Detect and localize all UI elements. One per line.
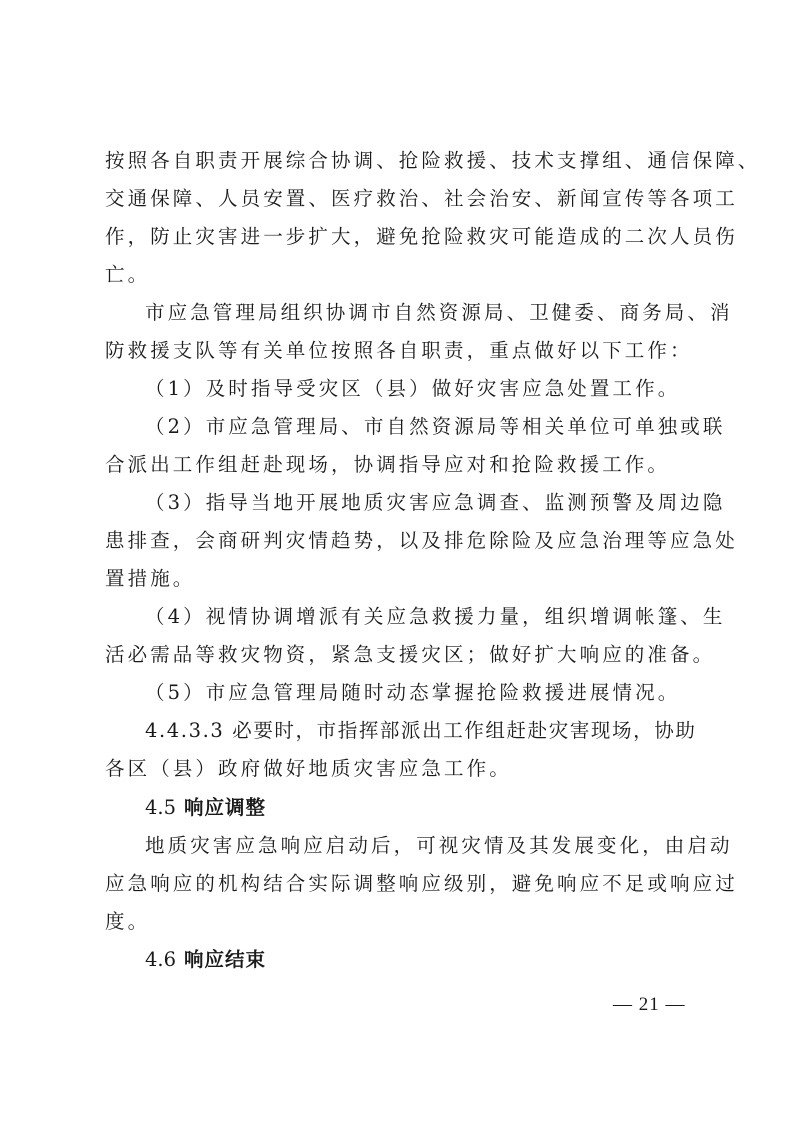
clause-line: 4.4.3.3 必要时，市指挥部派出工作组赶赴灾害现场，协助 bbox=[145, 719, 697, 742]
paragraph-line: 亡。 bbox=[105, 263, 151, 286]
list-item: （1）及时指导受灾区（县）做好灾害应急处置工作。 bbox=[145, 377, 681, 400]
section-number: 4.6 bbox=[145, 948, 177, 971]
paragraph-line: 各区（县）政府做好地质灾害应急工作。 bbox=[105, 757, 512, 780]
paragraph-line: 交通保障、人员安置、医疗救治、社会治安、新闻宣传等各项工 bbox=[105, 187, 738, 210]
paragraph-line: 活必需品等救灾物资，紧急支援灾区；做好扩大响应的准备。 bbox=[105, 643, 716, 666]
paragraph-line: 应急响应的机构结合实际调整响应级别，避免响应不足或响应过 bbox=[105, 872, 738, 895]
paragraph-line: 置措施。 bbox=[105, 567, 196, 590]
paragraph-line: 合派出工作组赶赴现场，协调指导应对和抢险救援工作。 bbox=[105, 453, 671, 476]
paragraph-line: 地质灾害应急响应启动后，可视灾情及其发展变化，由启动 bbox=[145, 834, 733, 857]
paragraph-line: 患排查，会商研判灾情趋势，以及排危除险及应急治理等应急处 bbox=[105, 529, 738, 552]
section-number: 4.5 bbox=[145, 796, 177, 819]
paragraph-line: 按照各自职责开展综合协调、抢险救援、技术支撑组、通信保障、 bbox=[105, 149, 761, 172]
section-heading-4-6 bbox=[145, 948, 695, 972]
paragraph-line: 作，防止灾害进一步扩大，避免抢险救灾可能造成的二次人员伤 bbox=[105, 225, 738, 248]
list-item: （3）指导当地开展地质灾害应急调查、监测预警及周边隐 bbox=[145, 491, 726, 514]
paragraph-line: 防救援支队等有关单位按照各自职责，重点做好以下工作： bbox=[105, 339, 693, 362]
list-item: （4）视情协调增派有关应急救援力量，组织增调帐篷、生 bbox=[145, 605, 726, 628]
section-title: 响应调整 bbox=[184, 796, 267, 819]
list-item: （2）市应急管理局、市自然资源局等相关单位可单独或联 bbox=[145, 415, 726, 438]
list-item: （5）市应急管理局随时动态掌握抢险救援进展情况。 bbox=[145, 681, 681, 704]
section-title: 响应结束 bbox=[184, 948, 267, 971]
paragraph-line: 度。 bbox=[105, 910, 151, 933]
section-heading-4-5 bbox=[145, 796, 695, 820]
paragraph-line: 市应急管理局组织协调市自然资源局、卫健委、商务局、消 bbox=[145, 301, 733, 324]
page-number: — 21 — bbox=[613, 994, 686, 1015]
